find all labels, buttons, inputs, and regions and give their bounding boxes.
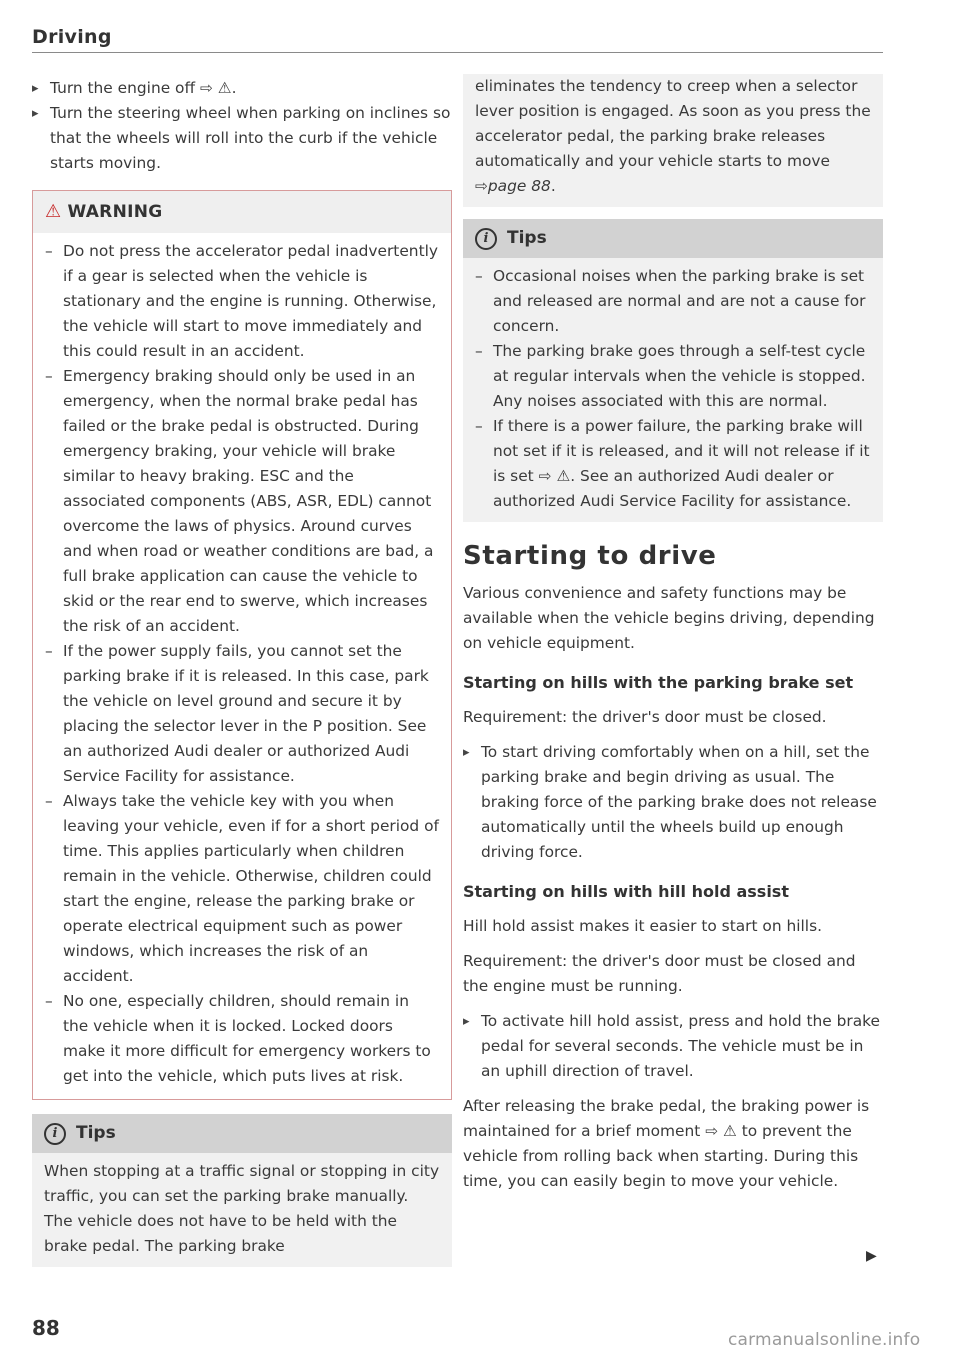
- info-icon: i: [475, 228, 497, 250]
- section-title: Starting to drive: [463, 541, 717, 571]
- tips-header: i Tips: [463, 219, 883, 258]
- info-icon: i: [44, 1123, 66, 1145]
- instruction-bullet: ▸ To activate hill hold assist, press and hold the brake pedal for several seconds. The vehicle must be in an uphill direction of travel.: [463, 1009, 883, 1084]
- warning-item: – No one, especially children, should remain in the vehicle when it is locked. Locked doors make it more difficult for emergency workers to get into the vehicle, which puts lives at risk.: [45, 989, 439, 1089]
- tips-text: When stopping at a traffic signal or stopping in city traffic, you can set the parking brake manually. The vehicle does not have to be held with the brake pedal. The parking brake: [44, 1162, 440, 1255]
- page-ref-link[interactable]: page 88: [487, 177, 551, 195]
- paragraph: Hill hold assist makes it easier to start on hills.: [463, 917, 822, 935]
- tips-box-right: [463, 219, 883, 522]
- header-title: Driving: [32, 26, 112, 48]
- tips-continued-text: eliminates the tendency to creep when a selector lever position is engaged. As soon as you press the accelerator pedal, the parking brake releases automatically and your vehicle starts to move ⇨page 88.: [475, 77, 871, 195]
- right-column: [463, 76, 883, 1194]
- arrow-ref-icon: ⇨: [538, 467, 552, 485]
- warning-triangle-icon: ⚠: [723, 1122, 737, 1140]
- tips-body: [463, 258, 883, 522]
- warning-header: ⚠ WARNING: [33, 191, 451, 233]
- running-header: [32, 26, 882, 48]
- tips-item: – Occasional noises when the parking brake is set and released are normal and are not a cause for concern.: [475, 264, 871, 339]
- continue-arrow-icon: ▶: [866, 1248, 877, 1264]
- tips-item: – The parking brake goes through a self-test cycle at regular intervals when the vehicle is stopped. Any noises associated with this are normal.: [475, 339, 871, 414]
- arrow-ref-icon: ⇨: [199, 79, 213, 97]
- left-column: [32, 76, 452, 1267]
- subsection-title: Starting on hills with hill hold assist: [463, 882, 789, 901]
- requirement-text: Requirement: the driver's door must be closed.: [463, 708, 827, 726]
- warning-triangle-icon: ⚠: [556, 467, 571, 485]
- warning-item: – Do not press the accelerator pedal inadvertently if a gear is selected when the vehicle is stationary and the engine is running. Otherwise, the vehicle will start to move immediately and this could result in an accident.: [45, 239, 439, 364]
- bullet-engine-off: ▸ Turn the engine off ⇨ ⚠.: [32, 76, 452, 101]
- arrow-ref-icon: ⇨: [705, 1122, 719, 1140]
- paragraph: After releasing the brake pedal, the braking power is maintained for a brief moment ⇨ ⚠ to prevent the vehicle from rolling back when starting. During this time, you can easily begin to move your vehicle.: [463, 1097, 870, 1190]
- warning-item: – Always take the vehicle key with you when leaving your vehicle, even if for a short period of time. This applies particularly when children remain in the vehicle. Otherwise, children could start the engine, release the parking brake or operate electrical equipment such as power windows, which increases the risk of an accident.: [45, 789, 439, 989]
- tips-continued-box: [463, 74, 883, 207]
- watermark: carmanualsonline.info: [728, 1330, 921, 1350]
- bullet-steering-wheel: ▸ Turn the steering wheel when parking on inclines so that the wheels will roll into the curb if the vehicle starts moving.: [32, 101, 452, 176]
- section-intro: Various convenience and safety functions may be available when the vehicle begins driving, depending on vehicle equipment.: [463, 584, 875, 652]
- requirement-text: Requirement: the driver's door must be closed and the engine must be running.: [463, 952, 856, 995]
- tips-header: i Tips: [32, 1114, 452, 1153]
- warning-body: [33, 233, 451, 1099]
- warning-item: – Emergency braking should only be used in an emergency, when the normal brake pedal has failed or the brake pedal is obstructed. During emergency braking, your vehicle will brake similar to heavy braking. ESC and the associated components (ABS, ASR, EDL) cannot overcome the laws of physics. Around curves and when road or weather conditions are bad, a full brake application can cause the vehicle to skid or the rear end to swerve, which increases the risk of an accident.: [45, 364, 439, 639]
- tips-body: [32, 1153, 452, 1267]
- instruction-bullet: ▸ To start driving comfortably when on a hill, set the parking brake and begin driving as usual. The braking force of the parking brake does not release automatically until the wheels build up enough driving force.: [463, 740, 883, 865]
- page-number: 88: [32, 1316, 60, 1340]
- warning-triangle-icon: ⚠: [45, 201, 62, 222]
- header-rule: [32, 52, 883, 53]
- tips-item: – If there is a power failure, the parking brake will not set if it is released, and it will not release if it is set ⇨ ⚠. See an authorized Audi dealer or authorized Audi Service Facility for assistance.: [475, 414, 871, 514]
- arrow-ref-icon: ⇨: [475, 177, 488, 195]
- warning-item: – If the power supply fails, you cannot set the parking brake if it is released. In this case, park the vehicle on level ground and secure it by placing the selector lever in the P position. See an authorized Audi dealer or authorized Audi Service Facility for assistance.: [45, 639, 439, 789]
- tips-box-left: [32, 1114, 452, 1267]
- subsection-title: Starting on hills with the parking brake set: [463, 673, 854, 692]
- warning-triangle-icon: ⚠: [217, 79, 232, 97]
- warning-box: [32, 190, 452, 1100]
